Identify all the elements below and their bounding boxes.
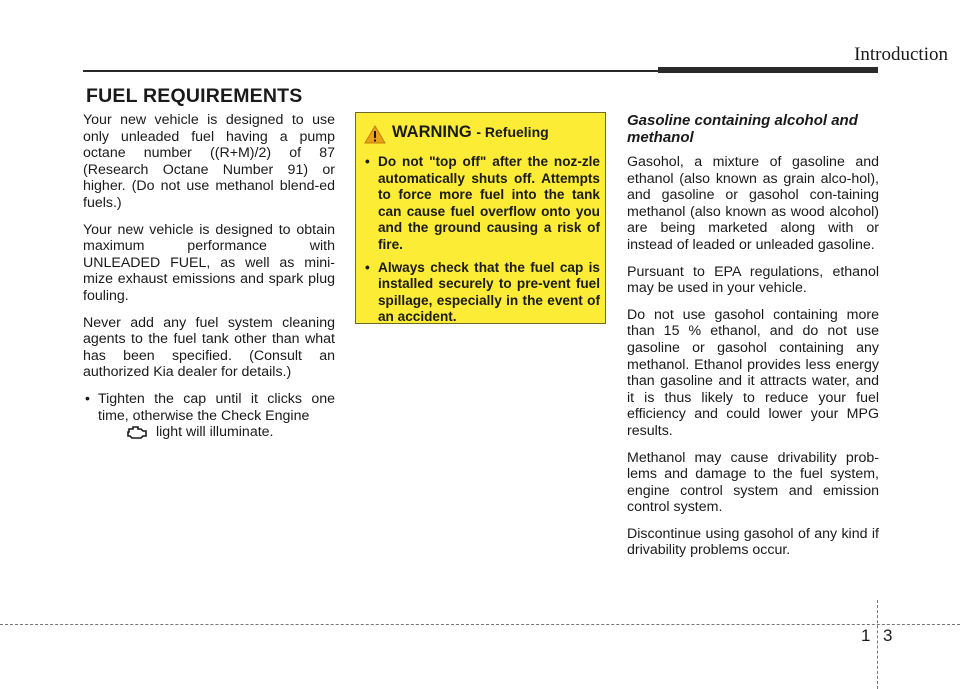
bullet-tighten-cap bbox=[83, 391, 335, 444]
paragraph-epa: Pursuant to EPA regulations, ethanol may be used in your vehicle. bbox=[627, 263, 879, 297]
footer-vertical-divider bbox=[877, 600, 878, 689]
subheading-alcohol: Gasoline containing alcohol and methanol bbox=[627, 112, 858, 146]
warning-title: WARNING bbox=[392, 123, 472, 141]
bullet-text-line1: Tighten the cap until it clicks one time, otherwise the Check Engine bbox=[98, 390, 335, 424]
bullet-dot: • bbox=[85, 390, 90, 407]
header-rule-thin bbox=[83, 70, 663, 72]
warning-item-text: Do not "top off" after the noz-zle automatically shuts off. Attempts to force more fuel into the tank can cause fuel overflow onto you and the ground causing a risk of fire. bbox=[378, 154, 600, 252]
page-number: 3 bbox=[883, 626, 893, 645]
paragraph-performance: Your new vehicle is designed to obtain maximum performance with UNLEADED FUEL, as well as mini-mize exhaust emissions and spark plug fouling. bbox=[83, 221, 335, 304]
warning-body bbox=[364, 154, 600, 332]
warning-item-text: Always check that the fuel cap is installed securely to pre-vent fuel spillage, especially in the event of an accident. bbox=[378, 259, 600, 325]
engine-line bbox=[98, 424, 335, 444]
warning-item bbox=[364, 260, 600, 326]
section-title: Introduction bbox=[854, 44, 948, 65]
bullet-dot: • bbox=[365, 259, 370, 275]
warning-box bbox=[355, 112, 606, 324]
paragraph-cleaning-agents: Never add any fuel system cleaning agents to the fuel tank other than what has been specified. (Consult an authorized Kia dealer for details.) bbox=[83, 314, 335, 381]
footer-dashed-line bbox=[0, 624, 960, 625]
warning-item bbox=[364, 154, 600, 254]
paragraph-discontinue: Discontinue using gasohol of any kind if drivability problems occur. bbox=[627, 525, 879, 559]
warning-subtitle: - Refueling bbox=[476, 124, 549, 140]
bullet-dot: • bbox=[365, 154, 370, 169]
paragraph-octane: Your new vehicle is designed to use only unleaded fuel having a pump octane number ((R+M)/2) of 87 (Research Octane Number 91) or higher. (Do not use methanol blend-ed fuels.) bbox=[83, 112, 335, 211]
warning-triangle-icon bbox=[364, 125, 386, 149]
paragraph-ethanol-limit: Do not use gasohol containing more than 15 % ethanol, and do not use gasoline or gasohol containing any methanol. Ethanol provides less energy than gasoline and it attracts water, and it is thus likely to reduce your fuel efficiency and could lower your MPG results. bbox=[627, 306, 879, 439]
paragraph-methanol: Methanol may cause drivability prob-lems and damage to the fuel system, engine control system and emission control system. bbox=[627, 449, 879, 516]
warning-heading bbox=[392, 123, 549, 142]
left-column bbox=[83, 112, 335, 444]
check-engine-icon bbox=[126, 425, 148, 444]
header-rule-thick bbox=[658, 67, 878, 73]
bullet-text-line2: light will illuminate. bbox=[156, 424, 274, 441]
paragraph-gasohol: Gasohol, a mixture of gasoline and ethanol (also known as grain alco-hol), and gasoline or gasohol con-taining methanol (also known as wood alcohol) are being marketed along with or instead of leaded or unleaded gasoline. bbox=[627, 154, 879, 253]
right-column bbox=[627, 112, 879, 569]
page-heading: FUEL REQUIREMENTS bbox=[86, 85, 303, 107]
chapter-number: 1 bbox=[861, 626, 871, 645]
